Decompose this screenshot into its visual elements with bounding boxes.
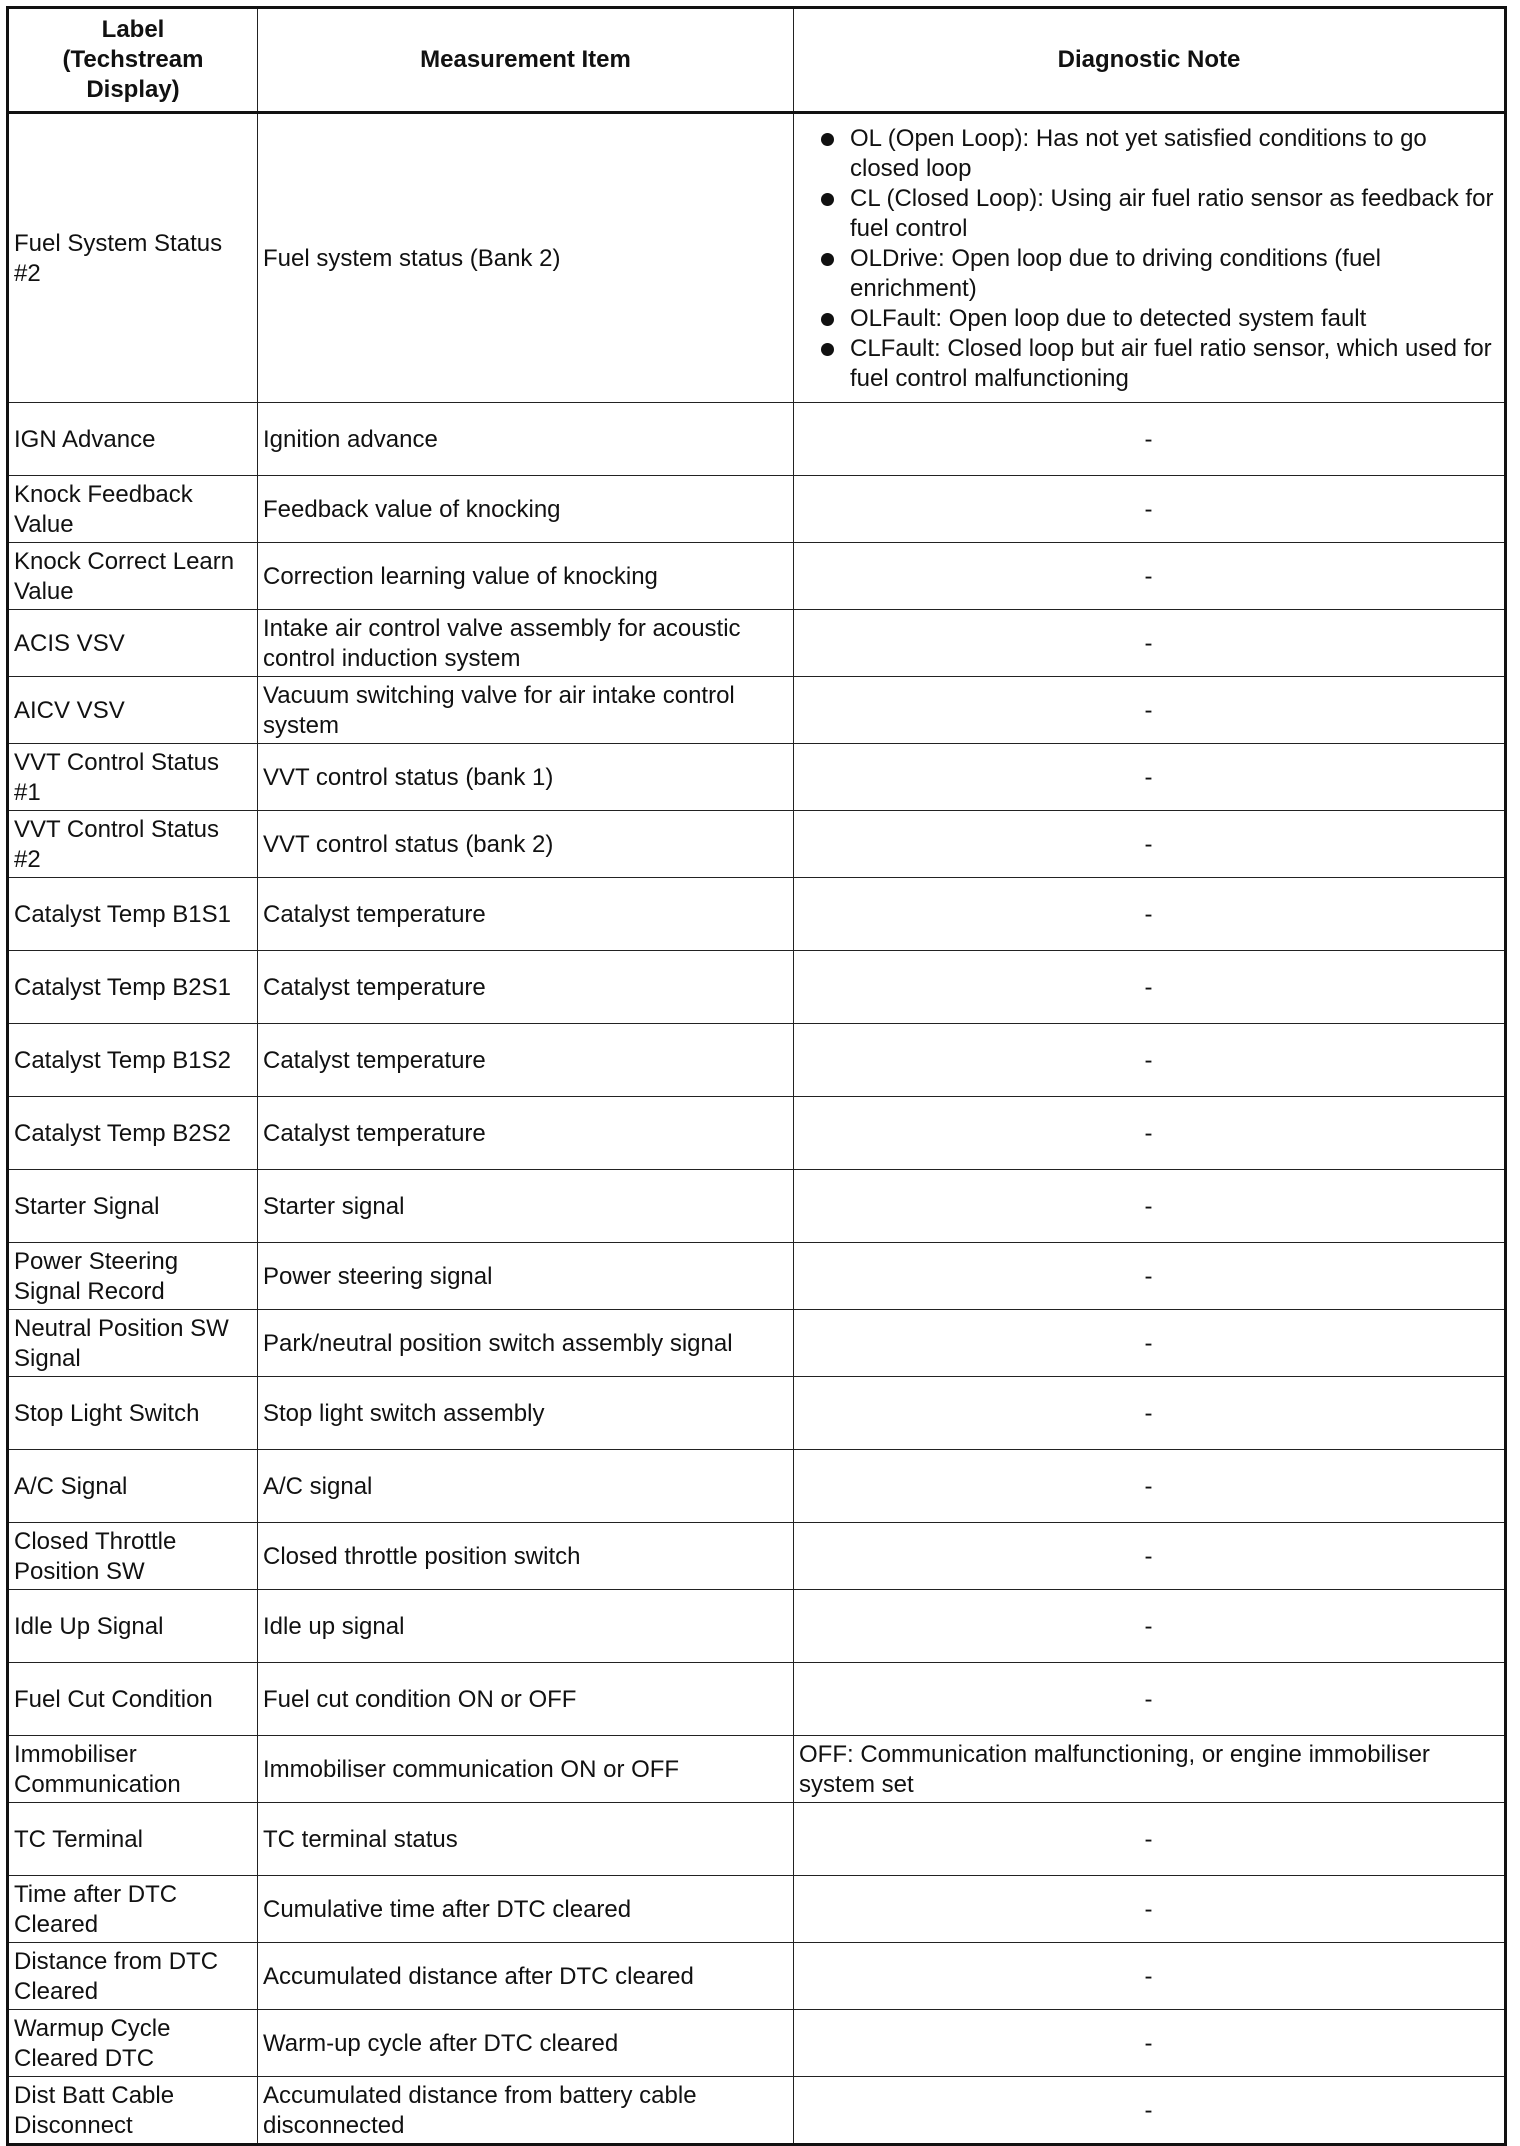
header-label-line-3: Display) xyxy=(86,76,180,103)
bullet-item: OLDrive: Open loop due to driving conditions (fuel enrichment) xyxy=(817,244,1498,304)
table-row xyxy=(8,610,1506,677)
row-measurement-item: Feedback value of knocking xyxy=(258,476,794,543)
bullet-icon xyxy=(821,313,834,326)
row-label: Neutral Position SW Signal xyxy=(8,1310,258,1377)
row-measurement-item: Fuel system status (Bank 2) xyxy=(258,113,794,403)
data-list-table xyxy=(6,6,1507,2146)
row-label: ACIS VSV xyxy=(8,610,258,677)
bullet-item: OLFault: Open loop due to detected system fault xyxy=(817,304,1498,334)
table-row xyxy=(8,476,1506,543)
row-measurement-item: VVT control status (bank 1) xyxy=(258,744,794,811)
table-row xyxy=(8,878,1506,951)
bullet-icon xyxy=(821,343,834,356)
row-measurement-item: Fuel cut condition ON or OFF xyxy=(258,1663,794,1736)
bullet-icon xyxy=(821,193,834,206)
row-measurement-item: Intake air control valve assembly for acoustic control induction system xyxy=(258,610,794,677)
row-measurement-item: Vacuum switching valve for air intake control system xyxy=(258,677,794,744)
row-label: IGN Advance xyxy=(8,403,258,476)
row-diagnostic-note: - xyxy=(794,811,1506,878)
row-label: Knock Correct Learn Value xyxy=(8,543,258,610)
row-diagnostic-note: - xyxy=(794,1590,1506,1663)
bullet-item: CLFault: Closed loop but air fuel ratio sensor, which used for fuel control malfunctioning xyxy=(817,334,1498,394)
row-diagnostic-note: - xyxy=(794,1170,1506,1243)
header-label-line-1: Label xyxy=(101,16,165,43)
row-measurement-item: Idle up signal xyxy=(258,1590,794,1663)
row-measurement-item: Accumulated distance after DTC cleared xyxy=(258,1943,794,2010)
row-diagnostic-note: - xyxy=(794,1803,1506,1876)
table-row xyxy=(8,403,1506,476)
row-label: Knock Feedback Value xyxy=(8,476,258,543)
row-measurement-item: Accumulated distance from battery cable disconnected xyxy=(258,2077,794,2145)
table-row xyxy=(8,677,1506,744)
row-diagnostic-note: - xyxy=(794,1876,1506,1943)
row-label: Dist Batt Cable Disconnect xyxy=(8,2077,258,2145)
table-row xyxy=(8,744,1506,811)
header-label xyxy=(8,8,258,113)
row-diagnostic-note: - xyxy=(794,1450,1506,1523)
row-measurement-item: TC terminal status xyxy=(258,1803,794,1876)
table-row xyxy=(8,1943,1506,2010)
table-row xyxy=(8,1803,1506,1876)
row-label: Idle Up Signal xyxy=(8,1590,258,1663)
table-header-row xyxy=(8,8,1506,113)
row-diagnostic-note: - xyxy=(794,1377,1506,1450)
document-page xyxy=(6,6,1504,2146)
row-diagnostic-note: - xyxy=(794,403,1506,476)
row-diagnostic-note: - xyxy=(794,1024,1506,1097)
row-label: AICV VSV xyxy=(8,677,258,744)
table-row xyxy=(8,811,1506,878)
row-measurement-item: Catalyst temperature xyxy=(258,951,794,1024)
table-row xyxy=(8,1170,1506,1243)
row-label: Fuel Cut Condition xyxy=(8,1663,258,1736)
row-label: Stop Light Switch xyxy=(8,1377,258,1450)
table-row xyxy=(8,1310,1506,1377)
table-row xyxy=(8,1243,1506,1310)
table-row xyxy=(8,1450,1506,1523)
row-diagnostic-note: - xyxy=(794,951,1506,1024)
row-label: Catalyst Temp B2S1 xyxy=(8,951,258,1024)
row-diagnostic-note: - xyxy=(794,1663,1506,1736)
row-label: Immobiliser Communication xyxy=(8,1736,258,1803)
row-diagnostic-note: OFF: Communication malfunctioning, or engine immobiliser system set xyxy=(794,1736,1506,1803)
row-label: Power Steering Signal Record xyxy=(8,1243,258,1310)
table-row xyxy=(8,1663,1506,1736)
row-measurement-item: Cumulative time after DTC cleared xyxy=(258,1876,794,1943)
row-measurement-item: Park/neutral position switch assembly signal xyxy=(258,1310,794,1377)
row-measurement-item: Ignition advance xyxy=(258,403,794,476)
row-measurement-item: Closed throttle position switch xyxy=(258,1523,794,1590)
table-row xyxy=(8,1590,1506,1663)
bullet-icon xyxy=(821,253,834,266)
table-row xyxy=(8,543,1506,610)
row-diagnostic-note: - xyxy=(794,1097,1506,1170)
table-row xyxy=(8,2010,1506,2077)
row-measurement-item: A/C signal xyxy=(258,1450,794,1523)
row-diagnostic-note xyxy=(794,113,1506,403)
row-measurement-item: Correction learning value of knocking xyxy=(258,543,794,610)
row-measurement-item: Catalyst temperature xyxy=(258,878,794,951)
row-label: VVT Control Status #2 xyxy=(8,811,258,878)
row-measurement-item: Power steering signal xyxy=(258,1243,794,1310)
table-row xyxy=(8,113,1506,403)
header-label-line-2: (Techstream xyxy=(62,46,204,73)
row-diagnostic-note: - xyxy=(794,744,1506,811)
row-label: A/C Signal xyxy=(8,1450,258,1523)
row-measurement-item: Stop light switch assembly xyxy=(258,1377,794,1450)
row-label: TC Terminal xyxy=(8,1803,258,1876)
row-label: VVT Control Status #1 xyxy=(8,744,258,811)
bullet-item: CL (Closed Loop): Using air fuel ratio sensor as feedback for fuel control xyxy=(817,184,1498,244)
row-measurement-item: Warm-up cycle after DTC cleared xyxy=(258,2010,794,2077)
row-label: Closed Throttle Position SW xyxy=(8,1523,258,1590)
header-measurement-item: Measurement Item xyxy=(258,8,794,113)
row-diagnostic-note: - xyxy=(794,2010,1506,2077)
row-measurement-item: Immobiliser communication ON or OFF xyxy=(258,1736,794,1803)
row-label: Starter Signal xyxy=(8,1170,258,1243)
row-diagnostic-note: - xyxy=(794,610,1506,677)
table-row xyxy=(8,1523,1506,1590)
row-label: Fuel System Status #2 xyxy=(8,113,258,403)
row-diagnostic-note: - xyxy=(794,1523,1506,1590)
bullet-item: OL (Open Loop): Has not yet satisfied conditions to go closed loop xyxy=(817,124,1498,184)
row-label: Catalyst Temp B2S2 xyxy=(8,1097,258,1170)
table-row xyxy=(8,1377,1506,1450)
row-diagnostic-note: - xyxy=(794,1310,1506,1377)
row-measurement-item: VVT control status (bank 2) xyxy=(258,811,794,878)
row-diagnostic-note: - xyxy=(794,878,1506,951)
table-row xyxy=(8,951,1506,1024)
row-diagnostic-note: - xyxy=(794,543,1506,610)
table-row xyxy=(8,1736,1506,1803)
table-row xyxy=(8,1024,1506,1097)
row-label: Time after DTC Cleared xyxy=(8,1876,258,1943)
bullet-icon xyxy=(821,133,834,146)
row-label: Catalyst Temp B1S2 xyxy=(8,1024,258,1097)
row-diagnostic-note: - xyxy=(794,677,1506,744)
table-row xyxy=(8,1097,1506,1170)
row-measurement-item: Catalyst temperature xyxy=(258,1097,794,1170)
header-diagnostic-note: Diagnostic Note xyxy=(794,8,1506,113)
row-measurement-item: Starter signal xyxy=(258,1170,794,1243)
table-row xyxy=(8,2077,1506,2145)
row-label: Distance from DTC Cleared xyxy=(8,1943,258,2010)
row-diagnostic-note: - xyxy=(794,1243,1506,1310)
row-diagnostic-note: - xyxy=(794,2077,1506,2145)
row-diagnostic-note: - xyxy=(794,476,1506,543)
row-label: Catalyst Temp B1S1 xyxy=(8,878,258,951)
row-measurement-item: Catalyst temperature xyxy=(258,1024,794,1097)
table-row xyxy=(8,1876,1506,1943)
row-label: Warmup Cycle Cleared DTC xyxy=(8,2010,258,2077)
status-bullet-list xyxy=(799,124,1498,394)
row-diagnostic-note: - xyxy=(794,1943,1506,2010)
